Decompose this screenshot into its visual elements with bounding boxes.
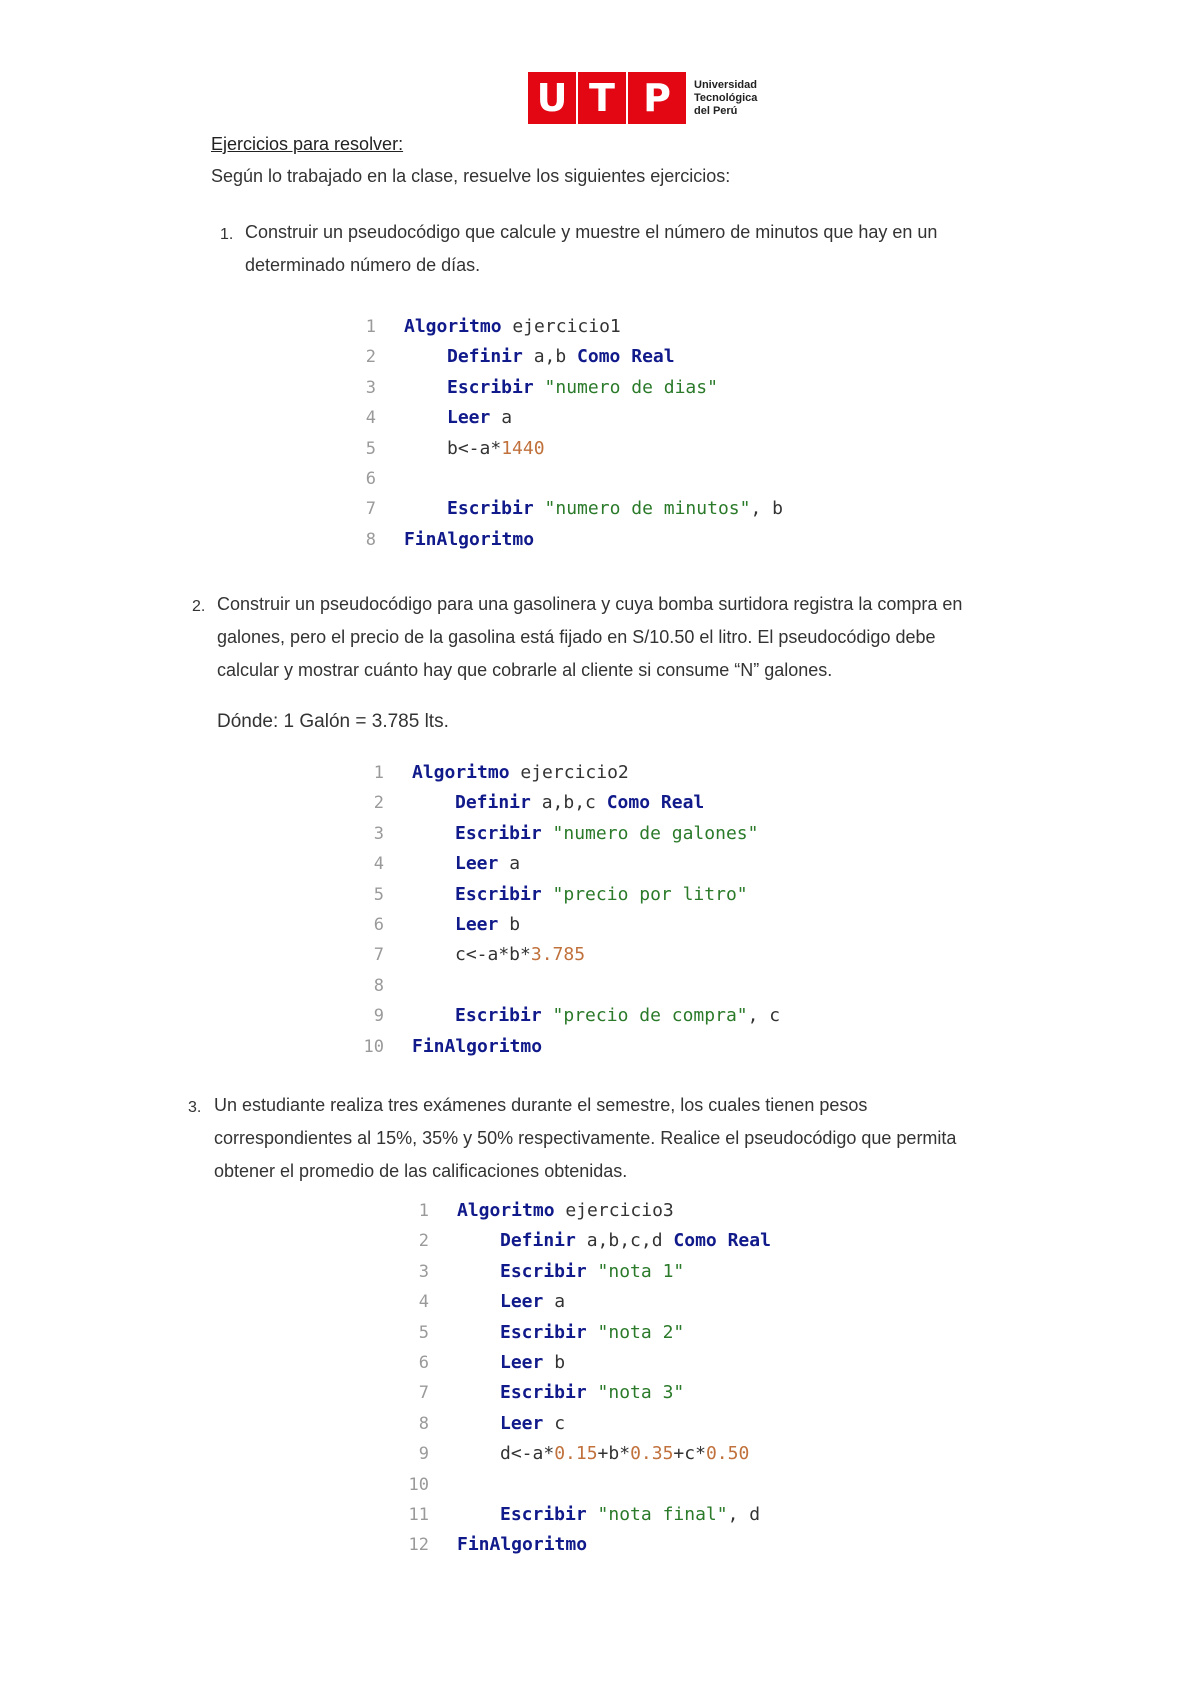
- code-keyword: Escribir: [500, 1504, 587, 1525]
- exercise-2-line-1: Construir un pseudocódigo para una gasolinera y cuya bomba surtidora registra la compra en: [217, 594, 963, 614]
- code-text: [500, 1409, 565, 1439]
- code-number: 3.785: [530, 944, 586, 966]
- exercise-2-statement: [217, 588, 962, 687]
- code-text: [500, 1378, 684, 1408]
- line-number: 5: [373, 884, 384, 905]
- line-number: 5: [418, 1322, 429, 1343]
- code-text: [447, 403, 512, 433]
- code-keyword: Leer: [500, 1352, 544, 1373]
- code-line: [348, 1001, 781, 1031]
- exercise-2-line-2: galones, pero el precio de la gasolina está fijado en S/10.50 el litro. El pseudocódigo debe: [217, 627, 936, 647]
- exercise-1-line-2: determinado número de días.: [245, 255, 481, 275]
- code-token: ejercicio1: [501, 316, 621, 337]
- code-line: [393, 1257, 685, 1287]
- code-line: [393, 1378, 685, 1408]
- exercise-3-line-1: Un estudiante realiza tres exámenes durante el semestre, los cuales tienen pesos: [214, 1095, 868, 1115]
- code-token: b: [498, 914, 521, 935]
- code-line: [393, 1226, 771, 1256]
- code-token: [542, 884, 553, 905]
- code-text: [412, 1032, 542, 1062]
- code-keyword: FinAlgoritmo: [412, 1035, 543, 1057]
- code-token: a: [490, 407, 513, 429]
- code-text: [455, 910, 520, 940]
- code-token: ejercicio3: [554, 1200, 674, 1221]
- code-keyword: Escribir: [447, 498, 534, 520]
- code-keyword: Leer: [455, 853, 499, 875]
- code-number: 0.35: [630, 1443, 674, 1465]
- code-string: "precio por litro": [552, 883, 748, 905]
- code-token: , d: [727, 1504, 761, 1525]
- code-line: [348, 910, 521, 940]
- logo-line-2: Tecnológica: [694, 92, 758, 104]
- line-number: 2: [373, 793, 384, 814]
- code-keyword: Como Real: [606, 792, 705, 814]
- logo-letter-t: T: [578, 72, 626, 124]
- line-number: 6: [365, 469, 376, 489]
- code-keyword: Algoritmo: [412, 762, 510, 783]
- line-number: 6: [373, 915, 384, 935]
- code-string: "numero de galones": [552, 822, 759, 844]
- code-text: [447, 434, 545, 464]
- code-token: b<-a*: [447, 437, 502, 459]
- code-text: [455, 849, 520, 879]
- exercise-1-statement: [245, 216, 937, 282]
- code-token: [534, 377, 545, 398]
- code-text: [500, 1348, 565, 1378]
- code-text: [457, 1530, 587, 1560]
- code-token: b: [543, 1352, 566, 1373]
- code-token: [587, 1322, 598, 1343]
- code-line: [393, 1439, 750, 1469]
- code-text: [455, 788, 704, 818]
- code-keyword: FinAlgoritmo: [404, 528, 535, 550]
- code-line: [348, 849, 521, 879]
- code-token: , b: [750, 498, 783, 520]
- code-keyword: Algoritmo: [457, 1200, 555, 1221]
- code-keyword: Escribir: [455, 883, 542, 905]
- code-keyword: Leer: [500, 1412, 544, 1434]
- code-token: a: [543, 1291, 566, 1313]
- logo-line-1: Universidad: [694, 79, 757, 91]
- code-keyword: Algoritmo: [404, 316, 502, 337]
- line-number: 7: [373, 945, 384, 966]
- code-text: [447, 494, 783, 524]
- section-heading: Ejercicios para resolver:: [211, 134, 404, 154]
- code-keyword: Definir: [455, 792, 531, 814]
- exercise-3-statement: [214, 1089, 956, 1188]
- code-text: [455, 819, 758, 849]
- code-string: "nota 1": [597, 1260, 685, 1282]
- code-text: [457, 1196, 674, 1226]
- code-keyword: Leer: [447, 407, 491, 429]
- code-token: [542, 1005, 553, 1026]
- code-line: [348, 880, 748, 910]
- code-line: [393, 1287, 566, 1317]
- code-line: [393, 1500, 761, 1530]
- code-line: [393, 1318, 685, 1348]
- code-keyword: Como Real: [577, 346, 675, 368]
- line-number: 11: [408, 1505, 429, 1525]
- code-token: , c: [747, 1005, 781, 1027]
- code-number: 1440: [501, 437, 545, 459]
- line-number: 3: [365, 377, 376, 398]
- code-line: [393, 1348, 566, 1378]
- exercise-1-line-1: Construir un pseudocódigo que calcule y muestre el número de minutos que hay en un: [245, 222, 938, 242]
- code-token: c<-a*b*: [455, 944, 531, 966]
- logo-letter-p: P: [628, 72, 686, 124]
- code-line: [393, 1470, 429, 1500]
- logo-line-3: del Perú: [694, 105, 738, 117]
- line-number: 6: [418, 1353, 429, 1373]
- code-keyword: Escribir: [455, 822, 542, 844]
- line-number: 9: [418, 1444, 429, 1465]
- code-token: +c*: [673, 1443, 706, 1465]
- code-keyword: Escribir: [447, 376, 534, 398]
- line-number: 4: [373, 854, 384, 875]
- intro-text: Según lo trabajado en la clase, resuelve los siguientes ejercicios:: [211, 166, 731, 186]
- line-number: 9: [373, 1006, 384, 1027]
- code-line: [340, 494, 783, 524]
- code-text: [500, 1500, 760, 1530]
- code-line: [393, 1530, 588, 1560]
- line-number: 4: [418, 1292, 429, 1313]
- code-string: "numero de dias": [544, 376, 718, 398]
- code-line: [348, 971, 384, 1001]
- code-text: [447, 373, 718, 403]
- code-token: [587, 1382, 598, 1403]
- line-number: 1: [365, 317, 376, 337]
- exercise-2-number: 2.: [192, 598, 206, 615]
- code-token: a,b: [522, 346, 578, 368]
- exercise-3-line-3: obtener el promedio de las calificaciones obtenidas.: [214, 1161, 628, 1181]
- code-string: "numero de minutos": [544, 498, 751, 520]
- code-token: c: [543, 1412, 566, 1434]
- code-text: [455, 1001, 780, 1031]
- code-line: [340, 403, 513, 433]
- line-number: 8: [365, 529, 376, 550]
- code-number: 0.15: [554, 1443, 598, 1465]
- code-text: [447, 342, 675, 372]
- line-number: 8: [418, 1413, 429, 1434]
- code-line: [340, 464, 376, 494]
- line-number: 7: [365, 499, 376, 520]
- exercise-3-number: 3.: [188, 1099, 202, 1116]
- code-text: [455, 880, 748, 910]
- code-line: [393, 1409, 566, 1439]
- code-line: [340, 373, 718, 403]
- code-token: a: [498, 853, 521, 875]
- exercise-2-note: Dónde: 1 Galón = 3.785 lts.: [217, 711, 449, 732]
- line-number: 3: [418, 1261, 429, 1282]
- line-number: 5: [365, 438, 376, 459]
- code-line: [340, 434, 545, 464]
- logo-letter-u: U: [528, 72, 576, 124]
- code-token: [534, 498, 545, 519]
- line-number: 2: [365, 347, 376, 368]
- code-string: "nota 2": [597, 1321, 685, 1343]
- logo-wordmark: [694, 79, 814, 118]
- code-line: [348, 940, 586, 970]
- code-line: [393, 1196, 674, 1226]
- line-number: 4: [365, 408, 376, 429]
- code-number: 0.50: [705, 1443, 750, 1465]
- code-keyword: FinAlgoritmo: [457, 1534, 588, 1556]
- line-number: 1: [418, 1201, 429, 1221]
- code-token: [587, 1504, 598, 1525]
- exercise-3-line-2: correspondientes al 15%, 35% y 50% respectivamente. Realice el pseudocódigo que permita: [214, 1128, 957, 1148]
- code-line: [348, 819, 759, 849]
- line-number: 10: [363, 1036, 384, 1057]
- code-line: [348, 1032, 543, 1062]
- code-token: a,b,c,d: [575, 1230, 674, 1252]
- line-number: 10: [408, 1474, 429, 1495]
- code-token: +b*: [597, 1443, 631, 1465]
- line-number: 7: [418, 1383, 429, 1404]
- exercise-2-line-3: calcular y mostrar cuánto hay que cobrarle al cliente si consume “N” galones.: [217, 660, 833, 680]
- code-line: [348, 758, 629, 788]
- code-token: [587, 1261, 598, 1282]
- line-number: 8: [373, 975, 384, 996]
- code-line: [340, 312, 621, 342]
- code-string: "nota final": [597, 1504, 728, 1525]
- code-keyword: Leer: [500, 1291, 544, 1313]
- code-keyword: Escribir: [500, 1382, 587, 1404]
- code-keyword: Definir: [447, 346, 523, 368]
- code-token: a,b,c: [530, 792, 607, 814]
- code-keyword: Escribir: [500, 1260, 587, 1282]
- code-keyword: Escribir: [455, 1005, 542, 1027]
- code-text: [455, 940, 585, 970]
- code-text: [500, 1439, 749, 1469]
- line-number: 2: [418, 1231, 429, 1252]
- code-string: "nota 3": [597, 1382, 685, 1404]
- code-text: [404, 525, 534, 555]
- code-keyword: Escribir: [500, 1321, 587, 1343]
- code-text: [500, 1287, 565, 1317]
- code-string: "precio de compra": [552, 1005, 748, 1027]
- code-keyword: Definir: [500, 1230, 576, 1252]
- line-number: 1: [373, 763, 384, 783]
- code-text: [500, 1226, 771, 1256]
- code-token: [542, 823, 553, 844]
- code-keyword: Leer: [455, 914, 499, 935]
- line-number: 3: [373, 823, 384, 844]
- code-text: [412, 758, 629, 788]
- line-number: 12: [408, 1535, 429, 1556]
- code-text: [500, 1257, 684, 1287]
- code-line: [340, 342, 675, 372]
- code-line: [340, 525, 535, 555]
- exercise-1-number: 1.: [220, 226, 234, 243]
- code-keyword: Como Real: [673, 1230, 771, 1252]
- code-text: [404, 312, 621, 342]
- code-text: [500, 1318, 684, 1348]
- code-token: ejercicio2: [509, 762, 629, 783]
- code-line: [348, 788, 705, 818]
- code-token: d<-a*: [500, 1443, 555, 1465]
